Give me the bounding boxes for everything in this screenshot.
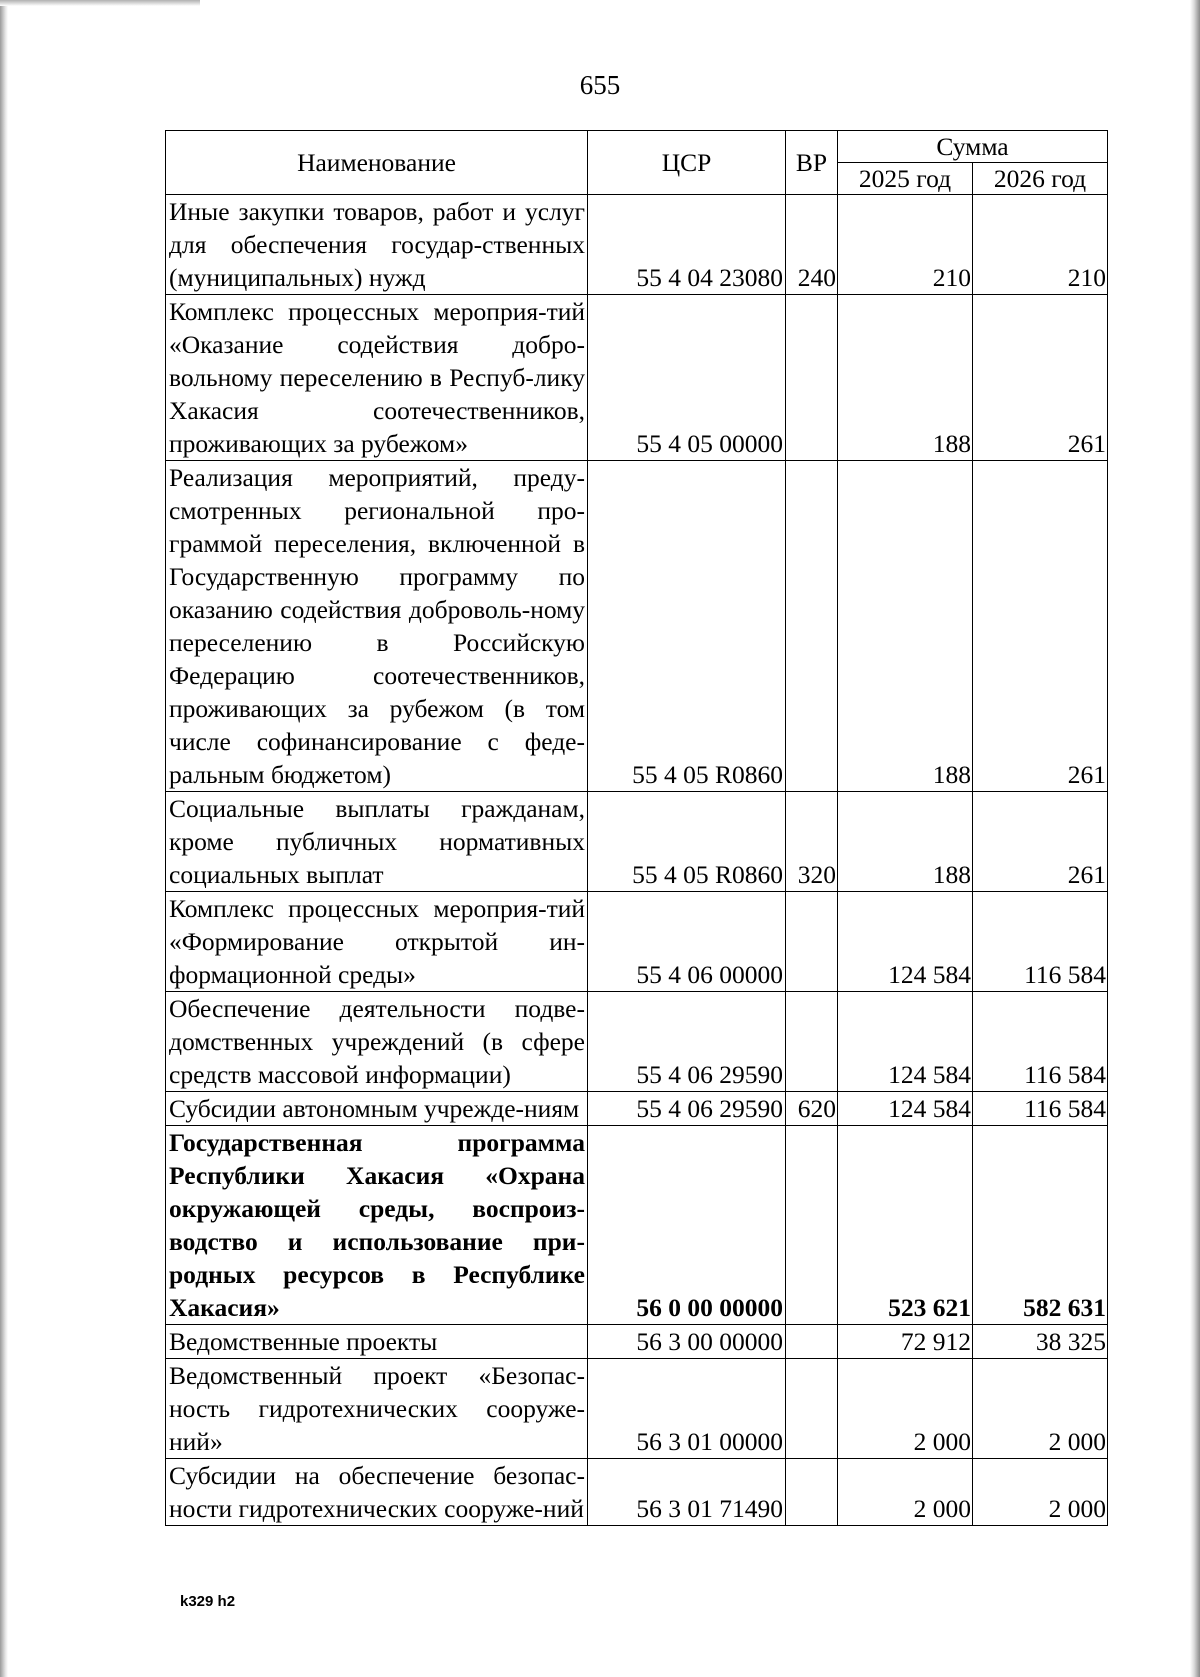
page-number: 655	[579, 70, 621, 100]
row-2025-cell: 124 584	[838, 892, 973, 992]
row-name-cell: Обеспечение деятельности подве-домственных учреждений (в сфере средств массовой информации)	[166, 992, 588, 1092]
row-vr-cell	[786, 1325, 838, 1359]
row-csr-cell: 56 0 00 00000	[588, 1126, 786, 1325]
table-row	[166, 195, 1108, 295]
row-csr-cell: 56 3 01 00000	[588, 1359, 786, 1459]
table-row	[166, 461, 1108, 792]
row-csr-cell: 55 4 04 23080	[588, 195, 786, 295]
row-name-cell: Субсидии автономным учрежде-ниям	[166, 1092, 588, 1126]
row-vr-cell: 620	[786, 1092, 838, 1126]
table-row	[166, 1126, 1108, 1325]
header-sum: Сумма	[838, 131, 1108, 163]
table-row	[166, 1092, 1108, 1126]
row-csr-cell: 55 4 06 29590	[588, 1092, 786, 1126]
row-vr-cell: 320	[786, 792, 838, 892]
row-csr-cell: 56 3 01 71490	[588, 1459, 786, 1526]
row-csr-cell: 55 4 05 R0860	[588, 461, 786, 792]
row-2026-cell: 261	[973, 461, 1108, 792]
row-2025-cell: 188	[838, 295, 973, 461]
row-csr-cell: 56 3 00 00000	[588, 1325, 786, 1359]
row-name-cell: Субсидии на обеспечение безопас-ности гидротехнических сооруже-ний	[166, 1459, 588, 1526]
row-2026-cell: 582 631	[973, 1126, 1108, 1325]
row-vr-cell	[786, 1359, 838, 1459]
row-vr-cell	[786, 1459, 838, 1526]
row-2025-cell: 124 584	[838, 992, 973, 1092]
row-csr-cell: 55 4 06 29590	[588, 992, 786, 1092]
row-2026-cell: 261	[973, 295, 1108, 461]
row-2026-cell: 116 584	[973, 992, 1108, 1092]
row-vr-cell	[786, 295, 838, 461]
row-2025-cell: 124 584	[838, 1092, 973, 1126]
row-2025-cell: 72 912	[838, 1325, 973, 1359]
header-vr: ВР	[786, 131, 838, 195]
row-2025-cell: 523 621	[838, 1126, 973, 1325]
header-name: Наименование	[166, 131, 588, 195]
footer-code: k329 h2	[180, 1593, 236, 1610]
row-2026-cell: 38 325	[973, 1325, 1108, 1359]
row-name-cell: Государственная программа Республики Хакасия «Охрана окружающей среды, воспроиз-водство и использование при-родных ресурсов в Республике Хакасия»	[166, 1126, 588, 1325]
row-name-cell: Ведомственные проекты	[166, 1325, 588, 1359]
row-vr-cell	[786, 461, 838, 792]
row-name-cell: Комплекс процессных мероприя-тий «Оказание содействия добро-вольному переселению в Респуб-лику Хакасия соотечественников, проживающих за рубежом»	[166, 295, 588, 461]
table-row	[166, 992, 1108, 1092]
row-name-cell: Иные закупки товаров, работ и услуг для обеспечения государ-ственных (муниципальных) нужд	[166, 195, 588, 295]
row-2026-cell: 210	[973, 195, 1108, 295]
row-csr-cell: 55 4 05 00000	[588, 295, 786, 461]
table-body	[166, 195, 1108, 1526]
row-vr-cell: 240	[786, 195, 838, 295]
row-name-cell: Комплекс процессных мероприя-тий «Формирование открытой ин-формационной среды»	[166, 892, 588, 992]
scan-edge-top	[0, 0, 200, 6]
row-name-cell: Социальные выплаты гражданам, кроме публичных нормативных социальных выплат	[166, 792, 588, 892]
row-2026-cell: 116 584	[973, 1092, 1108, 1126]
row-vr-cell	[786, 1126, 838, 1325]
row-vr-cell	[786, 992, 838, 1092]
table-row	[166, 1325, 1108, 1359]
row-2025-cell: 2 000	[838, 1359, 973, 1459]
row-2026-cell: 261	[973, 792, 1108, 892]
header-year-2025: 2025 год	[838, 163, 973, 195]
table-row	[166, 295, 1108, 461]
header-csr: ЦСР	[588, 131, 786, 195]
row-2026-cell: 2 000	[973, 1359, 1108, 1459]
row-2025-cell: 2 000	[838, 1459, 973, 1526]
table-row	[166, 792, 1108, 892]
scan-edge-left	[0, 0, 8, 1677]
budget-table	[165, 130, 1108, 1526]
scan-edge-right	[1190, 0, 1200, 1677]
row-2026-cell: 2 000	[973, 1459, 1108, 1526]
row-csr-cell: 55 4 05 R0860	[588, 792, 786, 892]
row-2025-cell: 188	[838, 792, 973, 892]
row-csr-cell: 55 4 06 00000	[588, 892, 786, 992]
row-name-cell: Ведомственный проект «Безопас-ность гидротехнических сооруже-ний»	[166, 1359, 588, 1459]
row-name-cell: Реализация мероприятий, преду-смотренных региональной про-граммой переселения, включенной в Государственную программу по оказанию содействия доброволь-ному переселению в Российскую Федерацию соотечественников, проживающих за рубежом (в том числе софинансирование с феде-ральным бюджетом)	[166, 461, 588, 792]
header-year-2026: 2026 год	[973, 163, 1108, 195]
row-vr-cell	[786, 892, 838, 992]
row-2025-cell: 210	[838, 195, 973, 295]
row-2025-cell: 188	[838, 461, 973, 792]
table-row	[166, 892, 1108, 992]
table-row	[166, 1359, 1108, 1459]
table-row	[166, 1459, 1108, 1526]
row-2026-cell: 116 584	[973, 892, 1108, 992]
